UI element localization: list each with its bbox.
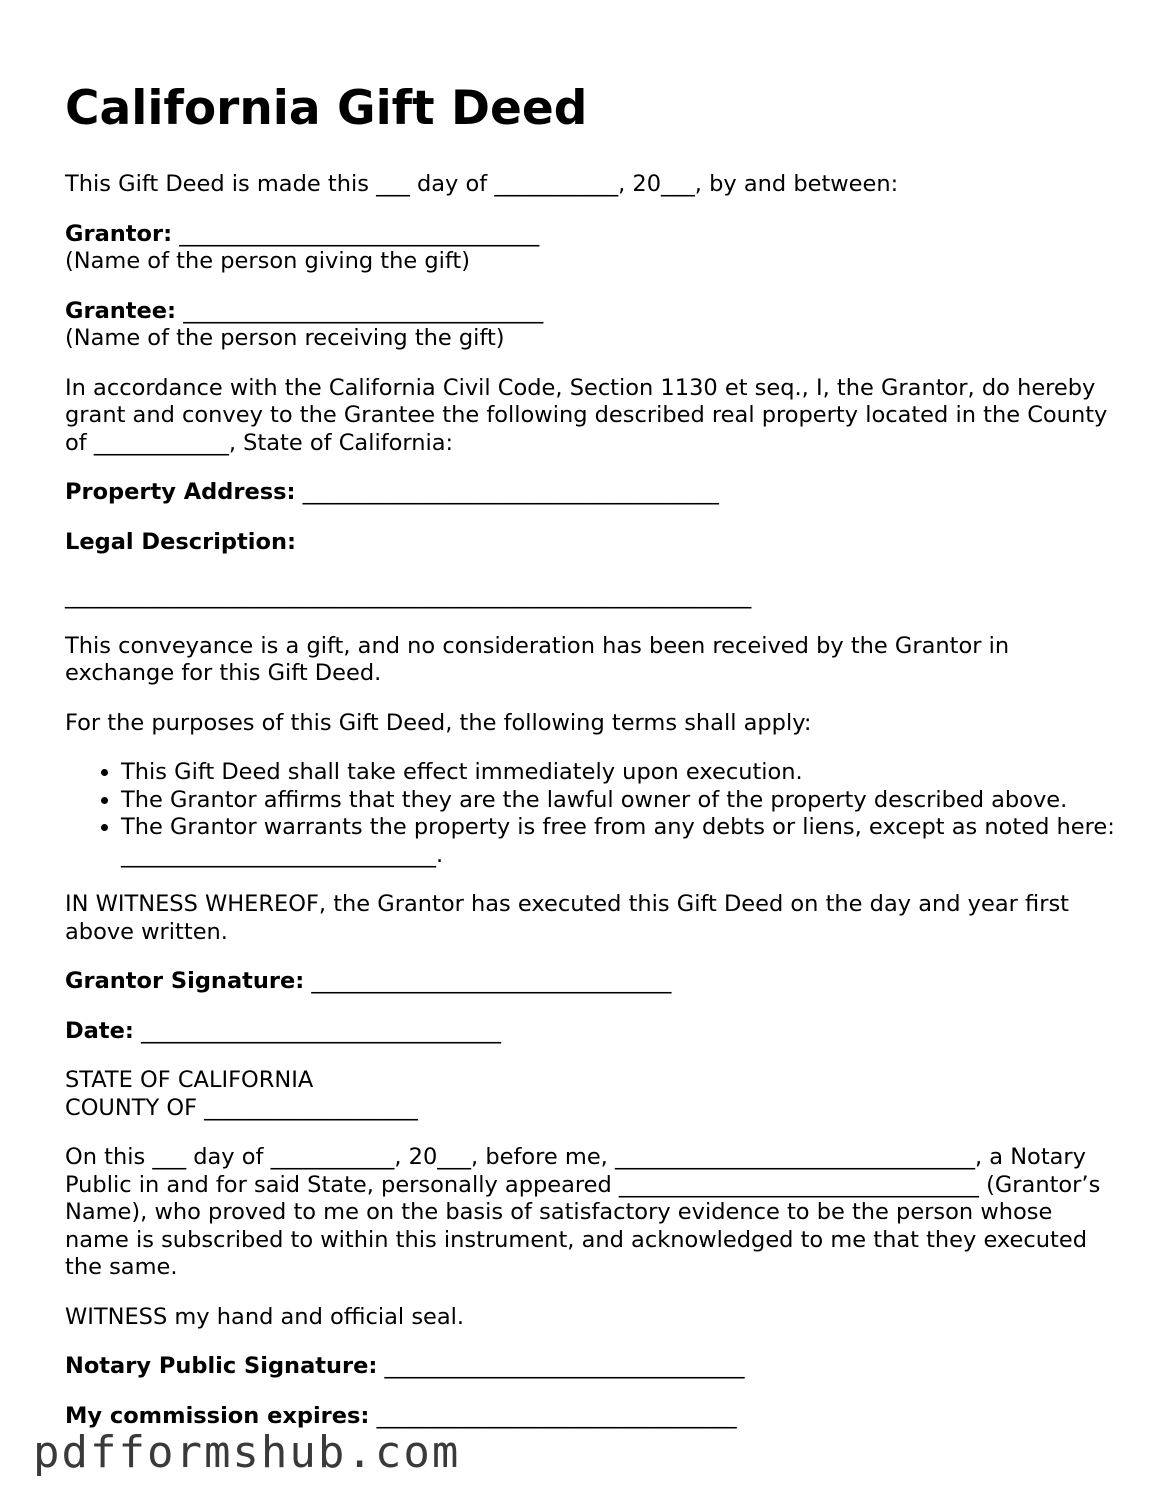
commission-field	[65, 1403, 1115, 1431]
document-title: California Gift Deed	[65, 81, 588, 136]
legal-description-blank[interactable]: _____________________________________________________________	[65, 583, 752, 609]
venue-block	[65, 1067, 1115, 1122]
seal-line: WITNESS my hand and official seal.	[65, 1303, 465, 1330]
grantee-blank[interactable]: ________________________________	[176, 297, 544, 324]
property-address-label: Property Address:	[65, 479, 296, 505]
document-page	[65, 80, 1115, 1452]
intro-paragraph: This Gift Deed is made this ___ day of ___________, 20___, by and between:	[65, 171, 899, 197]
grantor-signature-field	[65, 968, 1115, 996]
grantee-label: Grantee:	[65, 297, 177, 324]
grantor-signature-blank[interactable]: ________________________________	[304, 968, 672, 994]
legal-description-label: Legal Description:	[65, 528, 296, 555]
date-field	[65, 1018, 1115, 1046]
grantor-blank[interactable]: ________________________________	[172, 220, 540, 247]
notary-paragraph: On this ___ day of ___________, 20___, before me, ________________________________, a Notary Public in and for said State, personally appeared ________________________________ (Grantor’s Name), who proved to me on the basis of satisfactory evidence to be the person whose name is subscribed to within this instrument, and acknowledged to me that they executed the same.	[65, 1144, 1101, 1280]
watermark: pdfformshub.com	[33, 1427, 461, 1478]
notary-signature-label: Notary Public Signature:	[65, 1353, 378, 1379]
notary-signature-blank[interactable]: ________________________________	[377, 1353, 745, 1379]
grantor-signature-label: Grantor Signature:	[65, 968, 305, 994]
terms-intro: For the purposes of this Gift Deed, the following terms shall apply:	[65, 709, 812, 736]
date-blank[interactable]: ________________________________	[133, 1017, 502, 1044]
grantee-section	[65, 298, 1115, 353]
county-line[interactable]: COUNTY OF ___________________	[65, 1094, 418, 1121]
grantor-section	[65, 221, 1115, 276]
terms-list	[65, 759, 1115, 869]
conveyance-paragraph: In accordance with the California Civil Code, Section 1130 et seq., I, the Grantor, do hereby grant and convey to the Grantee the following described real property located in the County of ____________, State of California:	[65, 374, 1108, 456]
list-item: • This Gift Deed shall take effect immediately upon execution.	[121, 759, 1115, 787]
notary-signature-field	[65, 1353, 1115, 1381]
list-item: • The Grantor warrants the property is free from any debts or liens, except as noted here: ____________________________.	[121, 814, 1115, 869]
grantor-label: Grantor:	[65, 220, 173, 247]
commission-blank[interactable]: ________________________________	[369, 1402, 737, 1429]
grantor-note: (Name of the person giving the gift)	[65, 248, 471, 274]
list-item: • The Grantor affirms that they are the lawful owner of the property described above.	[121, 787, 1115, 815]
witness-paragraph: IN WITNESS WHEREOF, the Grantor has executed this Gift Deed on the day and year first above written.	[65, 891, 1069, 945]
state-line: STATE OF CALIFORNIA	[65, 1067, 314, 1093]
gift-paragraph: This conveyance is a gift, and no consideration has been received by the Grantor in exchange for this Gift Deed.	[65, 632, 1010, 686]
legal-description-field	[65, 529, 1115, 557]
grantee-note: (Name of the person receiving the gift)	[65, 325, 505, 351]
property-address-blank[interactable]: _____________________________________	[295, 479, 719, 505]
property-address-field	[65, 479, 1115, 507]
commission-label: My commission expires:	[65, 1402, 370, 1429]
date-label: Date:	[65, 1017, 134, 1044]
